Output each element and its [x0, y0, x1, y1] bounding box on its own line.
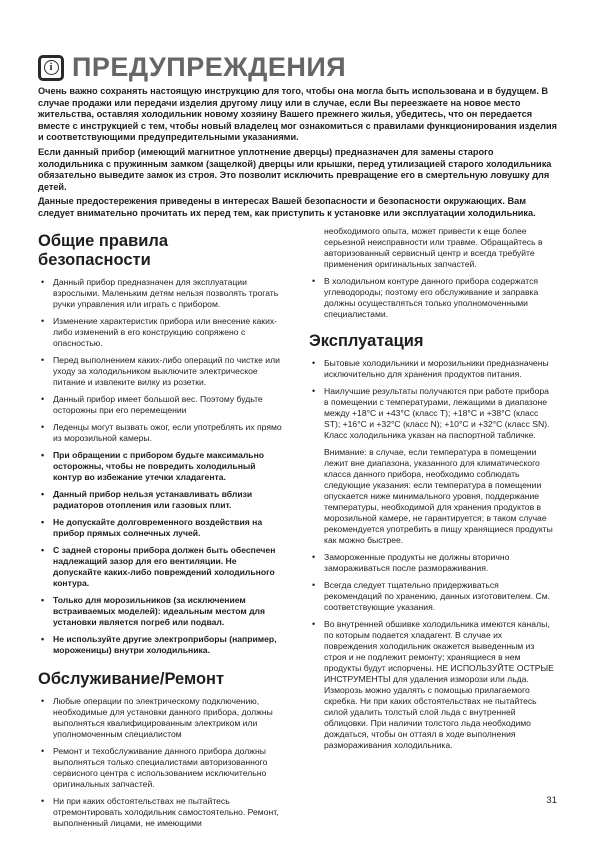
page-number: 31	[546, 795, 557, 806]
operation-heading: Эксплуатация	[309, 332, 424, 350]
operation-list	[309, 358, 554, 751]
page-header	[38, 52, 346, 83]
list-item: • При обращении с прибором будьте максимально осторожны, чтобы не повредить холодильный контур во избежание утечки хладагента.	[38, 450, 283, 483]
intro-paragraph: Данные предостережения приведены в интересах Вашей безопасности и безопасности окружающих. Вам следует внимательно прочитать их перед тем, как приступить к установке или эксплуатации холодильника.	[38, 196, 536, 218]
list-item: • Во внутренней обшивке холодильника имеются каналы, по которым подается хладагент. В случае их повреждения холодильник окажется выведенным из строя и не подлежит ремонту; хранящиеся в нем продукты будут испорчены. НЕ ИСПОЛЬЗУЙТЕ ОСТРЫЕ ИНСТРУМЕНТЫ для удаления изморози или льда. Изморозь можно удалять с помощью прилагаемого скребка. Ни при каких обстоятельствах не пытайтесь силой удалить толстый слой льда с внутренней облицовки. При наличии толстого льда необходимо дождаться, чтобы он оттаял в ходе выполнения размораживания холодильника.	[309, 619, 554, 751]
list-item: • Не допускайте долговременного воздействия на прибор прямых солнечных лучей.	[38, 517, 283, 539]
list-item: • Данный прибор имеет большой вес. Поэтому будьте осторожны при его перемещении	[38, 394, 283, 416]
list-item: • Леденцы могут вызвать ожог, если употреблять их прямо из морозильной камеры.	[38, 422, 283, 444]
intro-paragraph: Если данный прибор (имеющий магнитное уплотнение дверцы) предназначен для замены старого холодильника с пружинным замком (защелкой) дверцы или крышки, перед утилизацией старого холодильника обязательно выведите замок из строя. Это позволит исключить превращение его в смертельную ловушку для детей.	[38, 146, 552, 192]
info-icon: i	[38, 55, 64, 81]
list-item	[309, 386, 554, 546]
list-item: • Не используйте другие электроприборы (например, мороженицы) внутри холодильника.	[38, 634, 283, 656]
right-column	[309, 226, 554, 757]
list-item: • Любые операции по электрическому подключению, необходимые для установки данного прибора, должны выполняться квалифицированным электриком или уполномоченным специалистом	[38, 696, 283, 740]
page-title: ПРЕДУПРЕЖДЕНИЯ	[72, 52, 347, 82]
list-item: • С задней стороны прибора должен быть обеспечен надлежащий зазор для его вентиляции. Не допускайте каких-либо повреждений холодильного контура.	[38, 545, 283, 589]
service-list	[38, 696, 283, 829]
list-item: • Только для морозильников (за исключением встраиваемых моделей): идеальным местом для установки является погреб или подвал.	[38, 595, 283, 628]
list-item: • Данный прибор предназначен для эксплуатации взрослыми. Маленьким детям нельзя позволять трогать ручки управления или играть с прибором.	[38, 277, 283, 310]
list-item: • Изменение характеристик прибора или внесение каких-либо изменений в его конструкцию сопряжено с опасностью.	[38, 316, 283, 349]
service-heading: Обслуживание/Ремонт	[38, 670, 225, 688]
service-list-cont	[309, 276, 554, 320]
safety-list	[38, 277, 283, 656]
list-item: • Замороженные продукты не должны вторично замораживаться после размораживания.	[309, 552, 554, 574]
note-text: Внимание: в случае, если температура в помещении лежит вне диапазона, указанного для климатического класса данного прибора, необходимо соблюдать следующие указания: если температура в помещении опускается ниже минимального уровня, поддержание температуры, необходимой для хранения продуктов в морозильной камере, не гарантируется; в таком случае рекомендуется употребить в пищу хранящиеся продукты как можно быстрее.	[324, 447, 553, 545]
service-continuation: необходимого опыта, может привести к еще более серьезной неисправности или травме. Обращайтесь в авторизованный сервисный центр и всегда требуйте применения оригинальных запчастей.	[324, 226, 543, 269]
safety-heading: Общие правила безопасности	[38, 232, 169, 269]
list-item: • Данный прибор нельзя устанавливать вблизи радиаторов отопления или газовых плит.	[38, 489, 283, 511]
intro-paragraph: Очень важно сохранять настоящую инструкцию для того, чтобы она могла быть использована и в будущем. В случае продажи или передачи изделия другому лицу или в случае, если Вы переезжаете на новое место жительства, оставляя холодильник новому хозяину Вашего прежнего жилья, убедитесь, что он передается вместе с инструкцией с тем, чтобы новый владелец мог ознакомиться с правилами функционирования изделия и соответствующими предупредительными указаниями.	[38, 86, 557, 143]
left-column	[38, 228, 283, 835]
intro-section	[38, 86, 558, 223]
list-item: • Ни при каких обстоятельствах не пытайтесь отремонтировать холодильник самостоятельно. Ремонт, выполненный лицами, не имеющими	[38, 796, 283, 829]
list-item: • Всегда следует тщательно придерживаться рекомендаций по хранению, данных изготовителем. См. соответствующие указания.	[309, 580, 554, 613]
list-item: • Бытовые холодильники и морозильники предназначены исключительно для хранения продуктов питания.	[309, 358, 554, 380]
list-item: • В холодильном контуре данного прибора содержатся углеводороды; поэтому его обслуживание и заправка должны осуществляться только уполномоченными специалистами.	[309, 276, 554, 320]
list-item: • Ремонт и техобслуживание данного прибора должны выполняться только специалистами авторизованного сервисного центра с использованием исключительно оригинальных запчастей.	[38, 746, 283, 790]
list-item-text: • Наилучшие результаты получаются при работе прибора в помещении с температурами, лежащими в диапазоне между +18°C и +43°C (класс T); +18°C и +38°C (класс ST); +16°C и +32°C (класс N); +10°C и +32°C (класс SN). Класс холодильника указан на паспортной табличке.	[324, 386, 550, 440]
list-item: • Перед выполнением каких-либо операций по чистке или уходу за холодильником выключите электрическое питание и извлеките вилку из розетки.	[38, 355, 283, 388]
